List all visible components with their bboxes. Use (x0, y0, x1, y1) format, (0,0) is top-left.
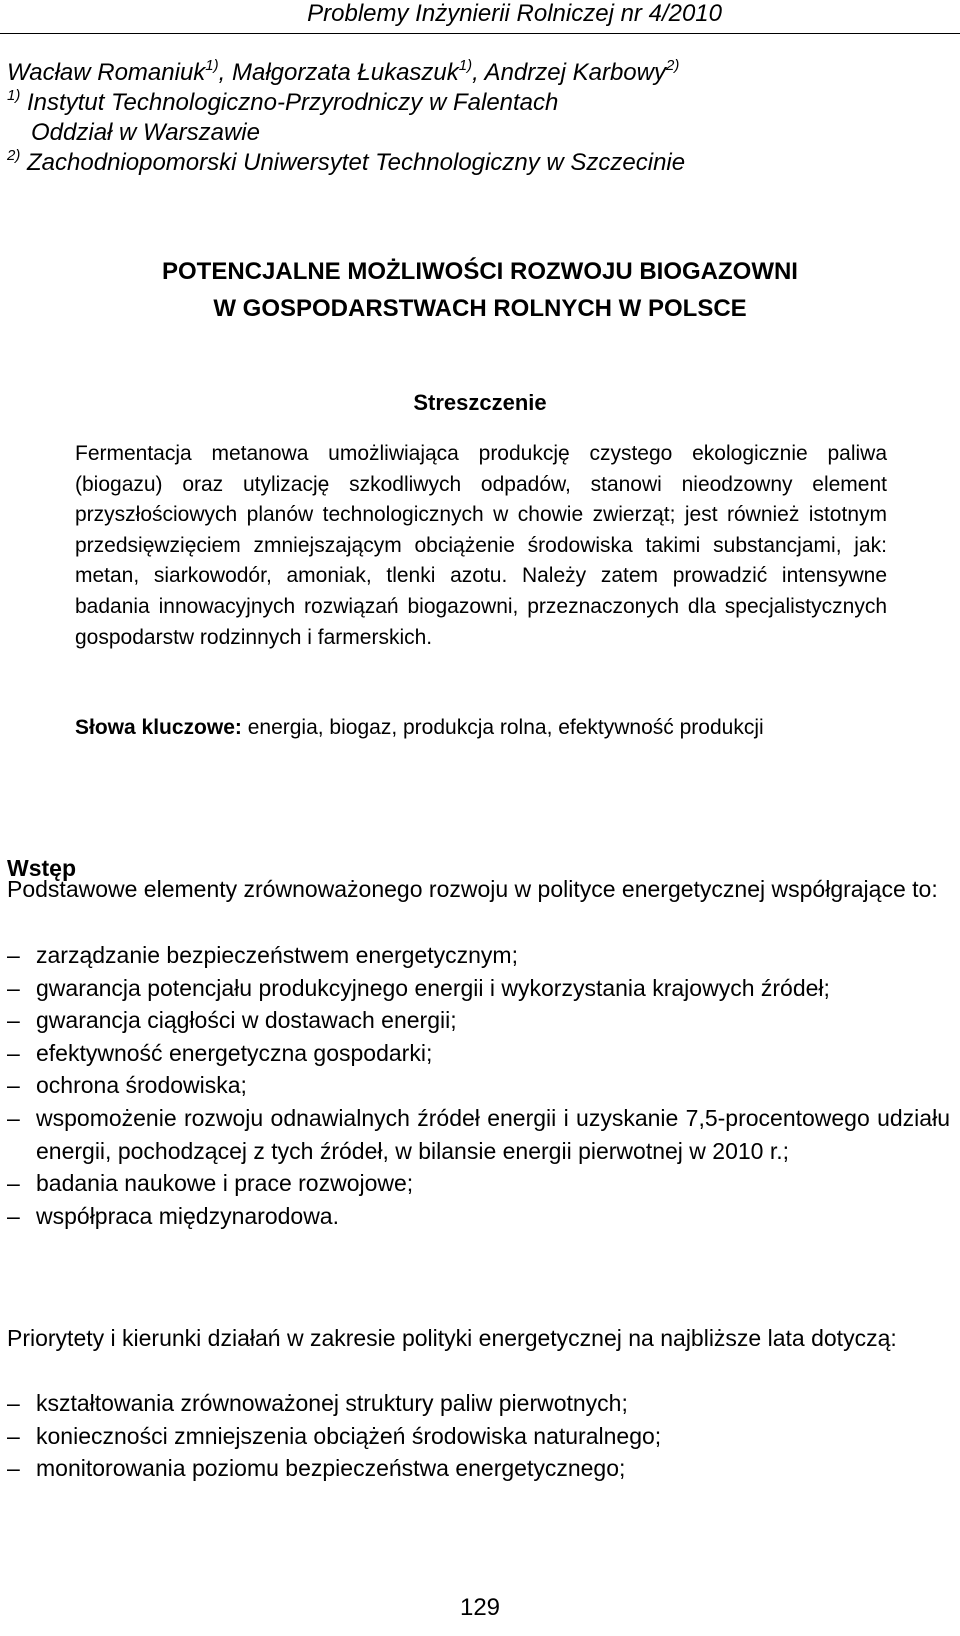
author-3: , Andrzej Karbowy (472, 59, 666, 86)
list-item: – monitorowania poziomu bezpieczeństwa energetycznego; (7, 1452, 950, 1485)
affiliation-2-mark: 2) (7, 147, 21, 164)
dash-bullet: – (7, 942, 20, 968)
list-item: – zarządzanie bezpieczeństwem energetycznym; (7, 939, 950, 972)
affiliation-2-name: Zachodniopomorski Uniwersytet Technologiczny w Szczecinie (20, 149, 686, 176)
title-line-2: W GOSPODARSTWACH ROLNYCH W POLSCE (213, 295, 747, 322)
affiliation-1-mark: 1) (7, 87, 21, 104)
keywords-text: energia, biogaz, produkcja rolna, efektywność produkcji (241, 716, 764, 739)
dash-bullet: – (7, 1422, 20, 1449)
list-item: – gwarancja potencjału produkcyjnego energii i wykorzystania krajowych źródeł; (7, 972, 950, 1005)
author-2-mark: 1) (458, 57, 473, 74)
title-line-1: POTENCJALNE MOŻLIWOŚCI ROZWOJU BIOGAZOWNI (162, 258, 798, 285)
author-3-mark: 2) (665, 57, 680, 74)
keywords (75, 711, 887, 744)
abstract-text: Fermentacja metanowa umożliwiająca produkcję czystego ekologicznie paliwa (biogazu) oraz utylizację szkodliwych odpadów, stanowi nieodzowny element przyszłościowych planów technologicznych w chowie zwierząt; jest również istotnym przedsięwzięciem zmniejszającym obciążenie środowiska takimi substancjami, jak: metan, siarkowodór, amoniak, tlenki azotu. Należy zatem prowadzić intensywne badania innowacyjnych rozwiązań biogazowni, przeznaczonych dla specjalistycznych gospodarstw rodzinnych i farmerskich. (75, 442, 887, 649)
dash-bullet: – (7, 1390, 20, 1416)
dash-bullet: – (7, 1202, 20, 1229)
list-item: – badania naukowe i prace rozwojowe; (7, 1167, 950, 1200)
list-item: – kształtowania zrównoważonej struktury paliw pierwotnych; (7, 1387, 950, 1420)
intro-paragraph-1: Podstawowe elementy zrównoważonego rozwoju w polityce energetycznej współgrające to: (7, 876, 938, 902)
section-heading-intro: Wstęp (7, 855, 76, 881)
journal-title: Problemy Inżynierii Rolniczej nr 4/2010 (307, 0, 722, 27)
dash-bullet: – (7, 1007, 20, 1034)
author-1: Wacław Romaniuk (7, 59, 206, 86)
priorities-list (7, 1387, 950, 1485)
dash-bullet: – (7, 1455, 20, 1482)
intro-paragraph-2: Priorytety i kierunki działań w zakresie polityki energetycznej na najbliższe lata dotyczą: (7, 1325, 897, 1351)
dash-bullet: – (7, 1039, 20, 1066)
author-2: , Małgorzata Łukaszuk (218, 59, 459, 86)
author-1-mark: 1) (205, 57, 219, 74)
header-rule (0, 33, 960, 34)
affiliation-2 (7, 148, 685, 178)
abstract-heading: Streszczenie (413, 390, 547, 415)
elements-list (7, 939, 950, 1232)
list-item: – efektywność energetyczna gospodarki; (7, 1037, 950, 1070)
dash-bullet: – (7, 1072, 20, 1099)
list-item: – ochrona środowiska; (7, 1069, 950, 1102)
authors-line (7, 58, 685, 88)
dash-bullet: – (7, 1104, 20, 1131)
paper-title (0, 253, 960, 327)
dash-bullet: – (7, 1170, 20, 1197)
affiliation-1 (7, 88, 685, 118)
running-header (307, 0, 722, 28)
list-item: – wspomożenie rozwoju odnawialnych źródeł energii i uzyskanie 7,5-procentowego udziału energii, pochodzącej z tych źródeł, w bilansie energii pierwotnej w 2010 r.; (7, 1102, 950, 1167)
keywords-label: Słowa kluczowe: (75, 716, 242, 739)
affiliation-1-branch: Oddział w Warszawie (31, 119, 260, 146)
affiliation-1-name: Instytut Technologiczno-Przyrodniczy w Falentach (20, 89, 559, 116)
dash-bullet: – (7, 974, 20, 1001)
list-item: – współpraca międzynarodowa. (7, 1200, 950, 1233)
page-number: 129 (459, 1594, 501, 1621)
list-item: – gwarancja ciągłości w dostawach energii; (7, 1004, 950, 1037)
author-affiliations (7, 58, 685, 178)
list-item: – konieczności zmniejszenia obciążeń środowiska naturalnego; (7, 1420, 950, 1453)
